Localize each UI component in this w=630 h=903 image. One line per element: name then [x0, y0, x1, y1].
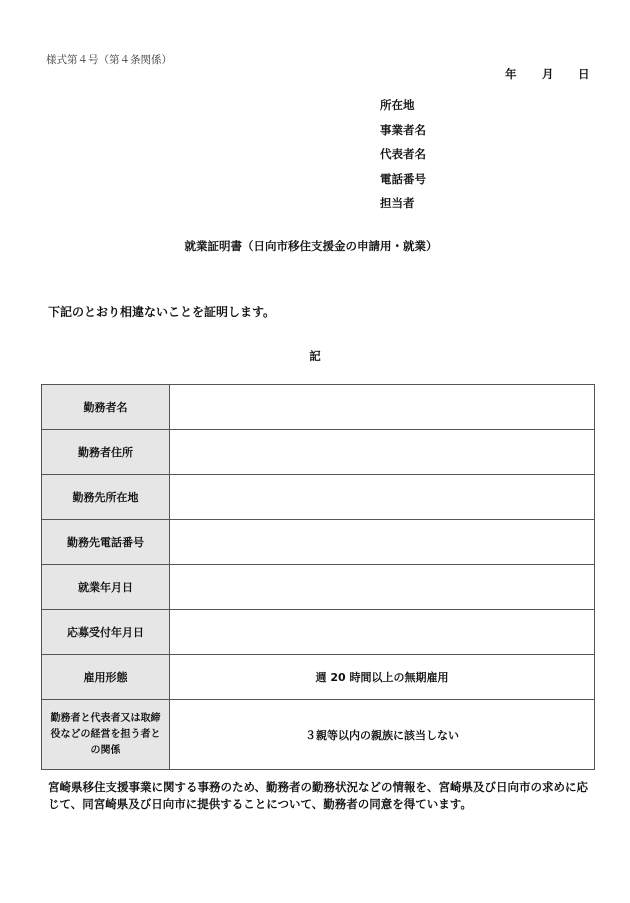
date-month-label: 月	[542, 67, 554, 81]
workplace-address-field[interactable]	[170, 475, 595, 520]
employer-address-label: 所在地	[380, 98, 415, 112]
table-row	[42, 565, 595, 610]
table-row	[42, 475, 595, 520]
worker-address-field[interactable]	[170, 430, 595, 475]
consent-statement: 宮崎県移住支援事業に関する事務のため、勤務者の勤務状況などの情報を、宮崎県及び日向市の求めに応じて、同宮崎県及び日向市に提供することについて、勤務者の同意を得ています。	[48, 780, 589, 811]
document-title: 就業証明書（日向市移住支援金の申請用・就業）	[184, 239, 438, 253]
table-row	[42, 520, 595, 565]
contact-person-label: 担当者	[380, 196, 415, 210]
table-row	[42, 655, 595, 700]
phone-label: 電話番号	[380, 171, 426, 186]
employer-name-label: 事業者名	[380, 122, 426, 137]
table-row	[42, 700, 595, 770]
table-row	[42, 385, 595, 430]
workplace-phone-field[interactable]	[170, 520, 595, 565]
date-day-label: 日	[578, 67, 590, 81]
worker-address-label: 勤務者住所	[42, 430, 170, 475]
employment-date-field[interactable]	[170, 565, 595, 610]
worker-name-label: 勤務者名	[42, 385, 170, 430]
employment-date-label: 就業年月日	[42, 565, 170, 610]
employer-info-block	[380, 97, 426, 220]
representative-label: 代表者名	[380, 147, 426, 161]
ki-heading: 記	[309, 349, 321, 363]
form-number: 様式第４号（第４条関係）	[46, 54, 172, 66]
table-row	[42, 610, 595, 655]
intro-statement: 下記のとおり相違ないことを証明します。	[48, 305, 276, 319]
application-date-field[interactable]	[170, 610, 595, 655]
worker-name-field[interactable]	[170, 385, 595, 430]
employment-type-value: 週 20 時間以上の無期雇用	[170, 655, 595, 700]
employment-type-label: 雇用形態	[42, 655, 170, 700]
date-year-label: 年	[505, 67, 517, 81]
workplace-address-label: 勤務先所在地	[42, 475, 170, 520]
certificate-table	[41, 384, 595, 770]
workplace-phone-label: 勤務先電話番号	[42, 520, 170, 565]
application-date-label: 応募受付年月日	[42, 610, 170, 655]
relationship-label: 勤務者と代表者又は取締役などの経営を担う者との関係	[42, 700, 170, 770]
table-row	[42, 430, 595, 475]
relationship-value: ３親等以内の親族に該当しない	[170, 700, 595, 770]
